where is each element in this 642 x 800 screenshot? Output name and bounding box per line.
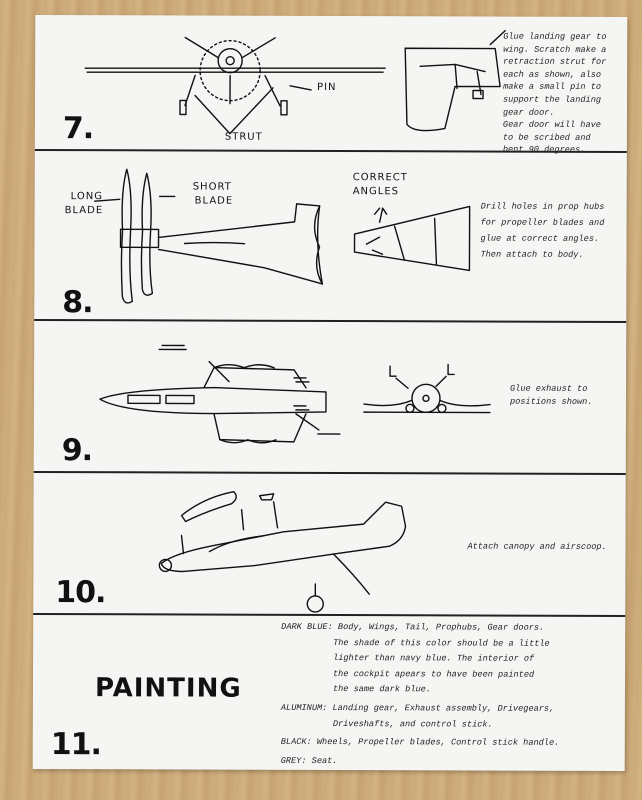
short-blade-label: BLADE <box>194 195 234 207</box>
step-8-instructions <box>480 199 604 263</box>
step-9-instructions <box>510 383 593 408</box>
step-9-section <box>34 321 627 475</box>
step-9-line: positions shown. <box>509 396 593 407</box>
step-8-section <box>34 151 627 323</box>
step-8-line: Drill holes in prop hubs <box>480 201 605 212</box>
black-desc: Wheels, Propeller blades, Control stick handle. <box>316 737 560 748</box>
step-7-line: to be scribed and <box>502 132 591 143</box>
step-11-number: 11. <box>50 727 101 763</box>
black-line <box>281 735 560 752</box>
aluminum-line <box>281 701 560 718</box>
step-7-instructions <box>503 31 607 157</box>
step-8-line: for propeller blades and <box>480 217 605 228</box>
step-10-line: Attach canopy and airscoop. <box>467 541 607 552</box>
correct-label: CORRECT <box>352 172 408 184</box>
aluminum-desc: Landing gear, Exhaust assembly, Drivegears, <box>332 702 555 714</box>
step-8-line: glue at correct angles. <box>480 233 600 244</box>
step-10-number: 10. <box>55 575 106 611</box>
step-11-section <box>33 615 626 771</box>
step-10-instructions <box>467 540 606 553</box>
pin-label: PIN <box>317 81 337 94</box>
step-7-line: Glue landing gear to <box>503 31 607 42</box>
dark-blue-line: lighter than navy blue. The interior of <box>333 653 535 664</box>
step-7-line: support the landing <box>503 94 602 105</box>
step-7-line: retraction strut for <box>503 56 607 68</box>
aluminum-line: Driveshafts, and control stick. <box>332 718 493 730</box>
angles-label: ANGLES <box>352 186 400 198</box>
aluminum-label: ALUMINUM: <box>280 702 328 713</box>
short-label: SHORT <box>192 181 232 193</box>
step-7-line: gear door. <box>502 107 555 118</box>
step-9-line: Glue exhaust to <box>509 383 588 394</box>
step-7-section <box>35 15 627 156</box>
dark-blue-line: The shade of this color should be a little <box>333 637 550 649</box>
step-7-line: make a small pin to <box>503 81 602 93</box>
black-label: BLACK: <box>280 736 312 748</box>
step-9-number: 9. <box>61 433 93 469</box>
step-8-line: Then attach to body. <box>480 249 584 260</box>
step-7-line: bent 90 degrees. <box>502 144 586 156</box>
step-8-number: 8. <box>62 285 93 321</box>
step-7-line: wing. Scratch make a <box>503 44 607 55</box>
dark-blue-line: the same dark blue. <box>332 684 431 695</box>
strut-label: STRUT <box>224 131 263 143</box>
step-7-line: Gear door will have <box>502 119 601 131</box>
instruction-sheet <box>33 15 628 771</box>
grey-line <box>281 754 560 771</box>
step-7-line: each as shown, also <box>503 69 602 80</box>
painting-heading: PAINTING <box>94 673 242 704</box>
step-7-number: 7. <box>62 111 94 147</box>
long-label: LONG <box>70 191 104 203</box>
dark-blue-desc: Body, Wings, Tail, Prophubs, Gear doors. <box>337 622 545 633</box>
grey-desc: Seat. <box>311 755 338 766</box>
step-10-section <box>33 473 625 617</box>
dark-blue-line: the cockpit apears to have been painted <box>333 668 535 680</box>
grey-label: GREY: <box>280 755 307 766</box>
dark-blue-line <box>281 620 560 637</box>
painting-instructions <box>281 620 560 770</box>
dark-blue-label: DARK BLUE: <box>281 621 333 633</box>
long-blade-label: BLADE <box>64 205 104 217</box>
